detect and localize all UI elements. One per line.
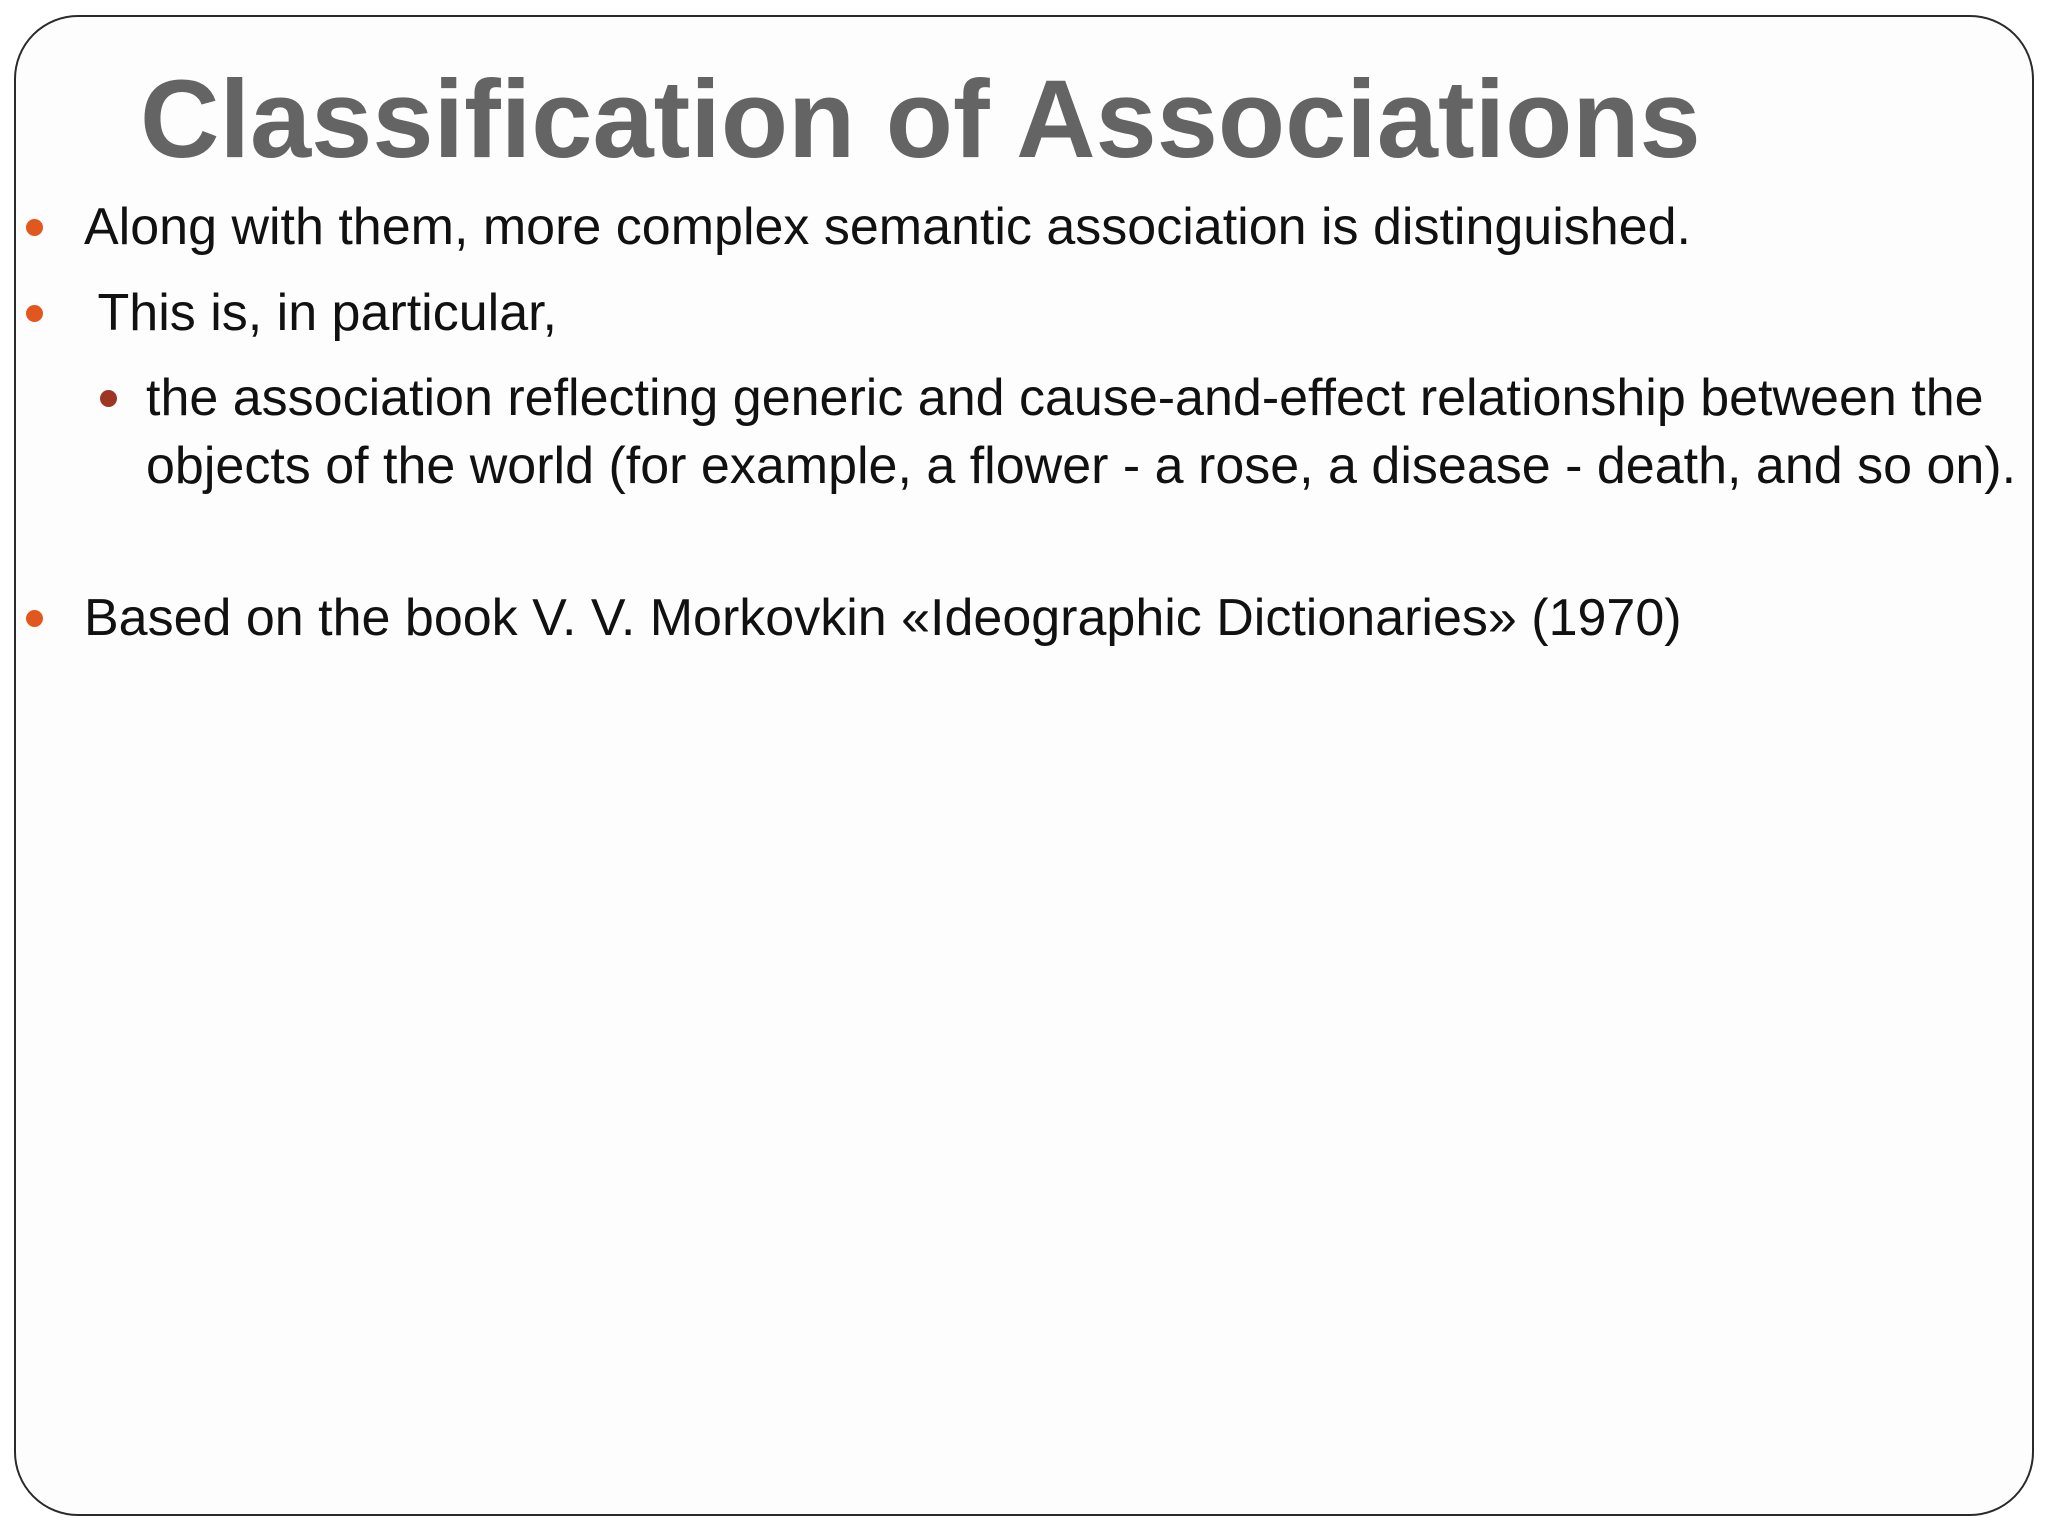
bullet-text: Based on the book V. V. Morkovkin «Ideographic Dictionaries» (1970) <box>84 589 1682 647</box>
bullet-item-2 <box>84 279 1984 347</box>
bullet-dot-icon <box>26 305 43 322</box>
bullet-text: the association reflecting generic and cause-and-effect relationship between the objects of the world (for example, a flower - a rose, a disease - death, and so on). <box>146 369 2017 495</box>
bullet-text: This is, in particular, <box>84 284 558 342</box>
bullet-text: Along with them, more complex semantic association is distinguished. <box>84 198 1691 256</box>
bullet-item-3 <box>146 364 2026 500</box>
slide-title: Classification of Associations <box>140 58 1701 181</box>
bullet-dot-icon <box>26 219 43 236</box>
bullet-item-1 <box>84 193 1984 261</box>
slide-frame <box>14 15 2034 1516</box>
bullet-dot-icon <box>100 390 117 407</box>
bullet-dot-icon <box>26 610 43 627</box>
bullet-item-4 <box>84 584 1984 652</box>
